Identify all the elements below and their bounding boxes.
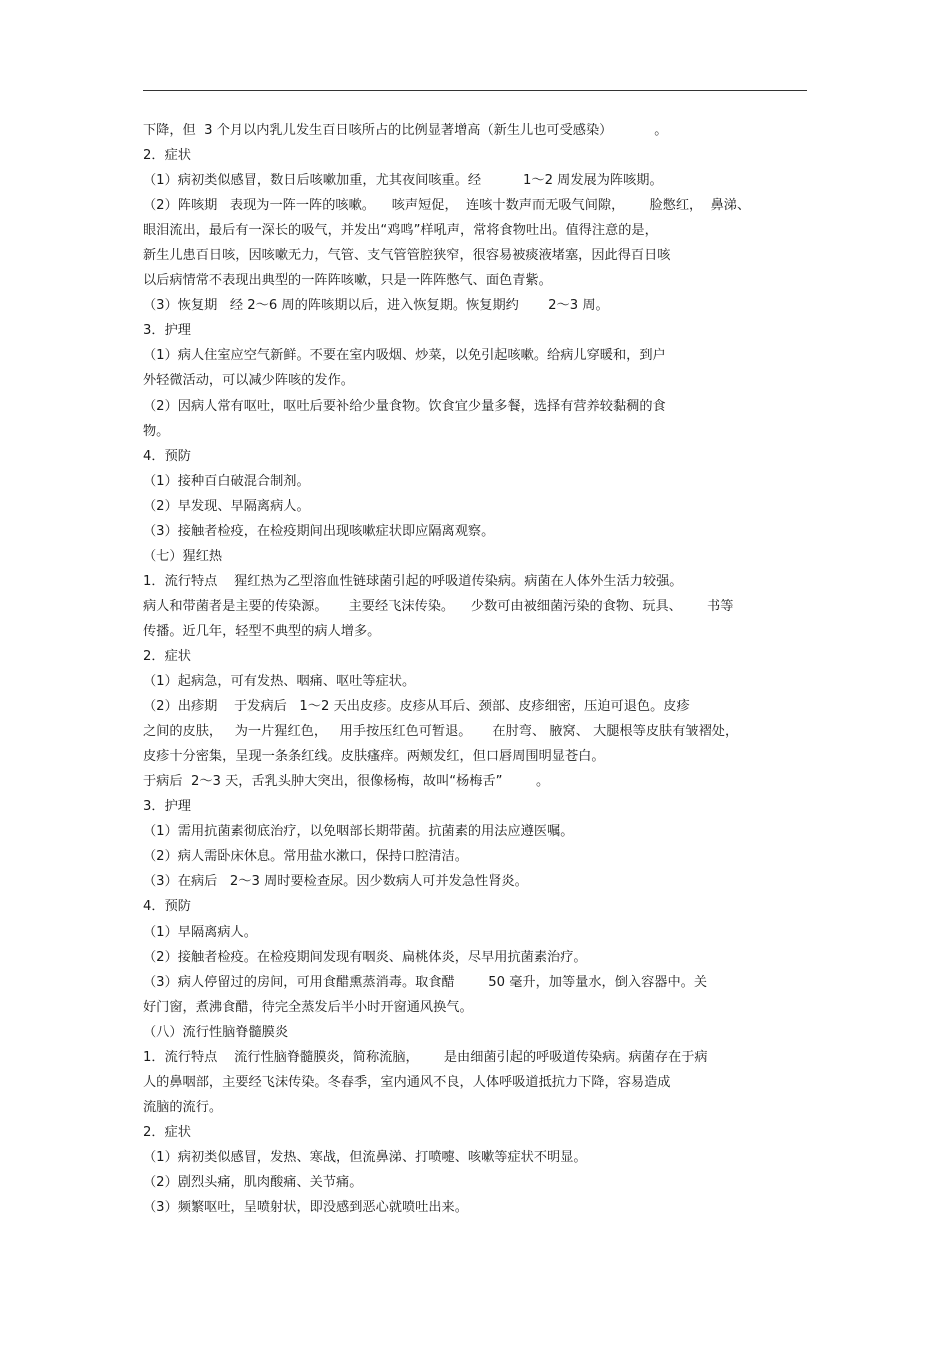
- text-line: 下降，但 3 个月以内乳儿发生百日咳所占的比例显著增高（新生儿也可受感染） 。: [143, 123, 668, 138]
- text-line: 4．预防: [143, 448, 191, 464]
- text-line: 之间的皮肤， 为一片猩红色， 用手按压红色可暂退。 在肘弯、 腋窝、 大腿根等皮肤有皱褶处，: [143, 724, 739, 740]
- text-line: 3．护理: [143, 799, 191, 815]
- text-line: 新生儿患百日咳，因咳嗽无力，气管、支气管管腔狭窄，很容易被痰液堵塞，因此得百日咳: [143, 248, 671, 264]
- text-line: （1）病人住室应空气新鲜。不要在室内吸烟、炒菜，以免引起咳嗽。给病儿穿暖和，到户: [143, 348, 666, 364]
- text-line: 以后病情常不表现出典型的一阵阵咳嗽，只是一阵阵憋气、面色青紫。: [143, 273, 552, 289]
- text-line: （1）早隔离病人。: [143, 924, 257, 940]
- text-line: （1）需用抗菌素彻底治疗，以免咽部长期带菌。抗菌素的用法应遵医嘱。: [143, 824, 574, 840]
- text-line: （1）起病急，可有发热、咽痛、呕吐等症状。: [143, 674, 416, 690]
- text-line: 外轻微活动，可以减少阵咳的发作。: [143, 373, 354, 389]
- text-line: 2．症状: [143, 1124, 191, 1140]
- text-line: 传播。近几年，轻型不典型的病人增多。: [143, 623, 381, 639]
- text-line: 1．流行特点 猩红热为乙型溶血性链球菌引起的呼吸道传染病。病菌在人体外生活力较强。: [143, 573, 683, 589]
- text-line: （2）阵咳期 表现为一阵一阵的咳嗽。 咳声短促， 连咳十数声而无吸气间隙， 脸憋红， 鼻涕、: [143, 198, 751, 214]
- text-line: （3）接触者检疫，在检疫期间出现咳嗽症状即应隔离观察。: [143, 523, 495, 539]
- text-line: （八）流行性脑脊髓膜炎: [143, 1024, 289, 1040]
- text-line: 好门窗，煮沸食醋，待完全蒸发后半小时开窗通风换气。: [143, 999, 473, 1015]
- text-line: （2）接触者检疫。在检疫期间发现有咽炎、扁桃体炎，尽早用抗菌素治疗。: [143, 949, 587, 965]
- text-line: （七）猩红热: [143, 548, 223, 564]
- text-line: 2．症状: [143, 648, 191, 664]
- text-line: （1）接种百白破混合制剂。: [143, 473, 310, 489]
- text-line: 物。: [143, 423, 170, 439]
- text-line: （1）病初类似感冒，数日后咳嗽加重，尤其夜间咳重。经 1～2 周发展为阵咳期。: [143, 173, 663, 189]
- text-line: 3．护理: [143, 323, 191, 339]
- text-line: 4．预防: [143, 899, 191, 915]
- text-line: 1．流行特点 流行性脑脊髓膜炎，简称流脑， 是由细菌引起的呼吸道传染病。病菌存在于病: [143, 1049, 708, 1065]
- text-line: （2）出疹期 于发病后 1～2 天出皮疹。皮疹从耳后、颈部、皮疹细密，压迫可退色。皮疹: [143, 699, 690, 715]
- text-line: 皮疹十分密集，呈现一条条红线。皮肤瘙痒。两颊发红，但口唇周围明显苍白。: [143, 749, 605, 765]
- text-line: （2）早发现、早隔离病人。: [143, 498, 310, 514]
- text-line: （3）频繁呕吐，呈喷射状，即没感到恶心就喷吐出来。: [143, 1200, 468, 1216]
- text-line: （2）剧烈头痛，肌肉酸痛、关节痛。: [143, 1174, 363, 1190]
- text-line: （3）病人停留过的房间，可用食醋熏蒸消毒。取食醋 50 毫升，加等量水，倒入容器中。关: [143, 974, 708, 990]
- document-body: [143, 118, 807, 1220]
- text-line: （3）在病后 2～3 周时要检查尿。因少数病人可并发急性肾炎。: [143, 874, 528, 890]
- text-line: （2）因病人常有呕吐，呕吐后要补给少量食物。饮食宜少量多餐，选择有营养较黏稠的食: [143, 398, 666, 414]
- text-line: （1）病初类似感冒，发热、寒战，但流鼻涕、打喷嚏、咳嗽等症状不明显。: [143, 1149, 587, 1165]
- text-line: （2）病人需卧床休息。常用盐水漱口，保持口腔清洁。: [143, 849, 468, 865]
- text-line: 流脑的流行。: [143, 1099, 223, 1115]
- text-line: 人的鼻咽部，主要经飞沫传染。冬春季，室内通风不良，人体呼吸道抵抗力下降，容易造成: [143, 1074, 671, 1090]
- text-line: 2．症状: [143, 148, 191, 164]
- header-rule: [143, 90, 807, 91]
- text-line: 眼泪流出，最后有一深长的吸气，并发出“鸡鸣”样吼声，常将食物吐出。值得注意的是，: [143, 223, 658, 239]
- text-line: 病人和带菌者是主要的传染源。 主要经飞沫传染。 少数可由被细菌污染的食物、玩具、 书等: [143, 598, 734, 614]
- text-line: （3）恢复期 经 2～6 周的阵咳期以后，进入恢复期。恢复期约 2～3 周。: [143, 298, 609, 314]
- text-line: 于病后 2～3 天，舌乳头肿大突出，很像杨梅，故叫“杨梅舌” 。: [143, 774, 550, 790]
